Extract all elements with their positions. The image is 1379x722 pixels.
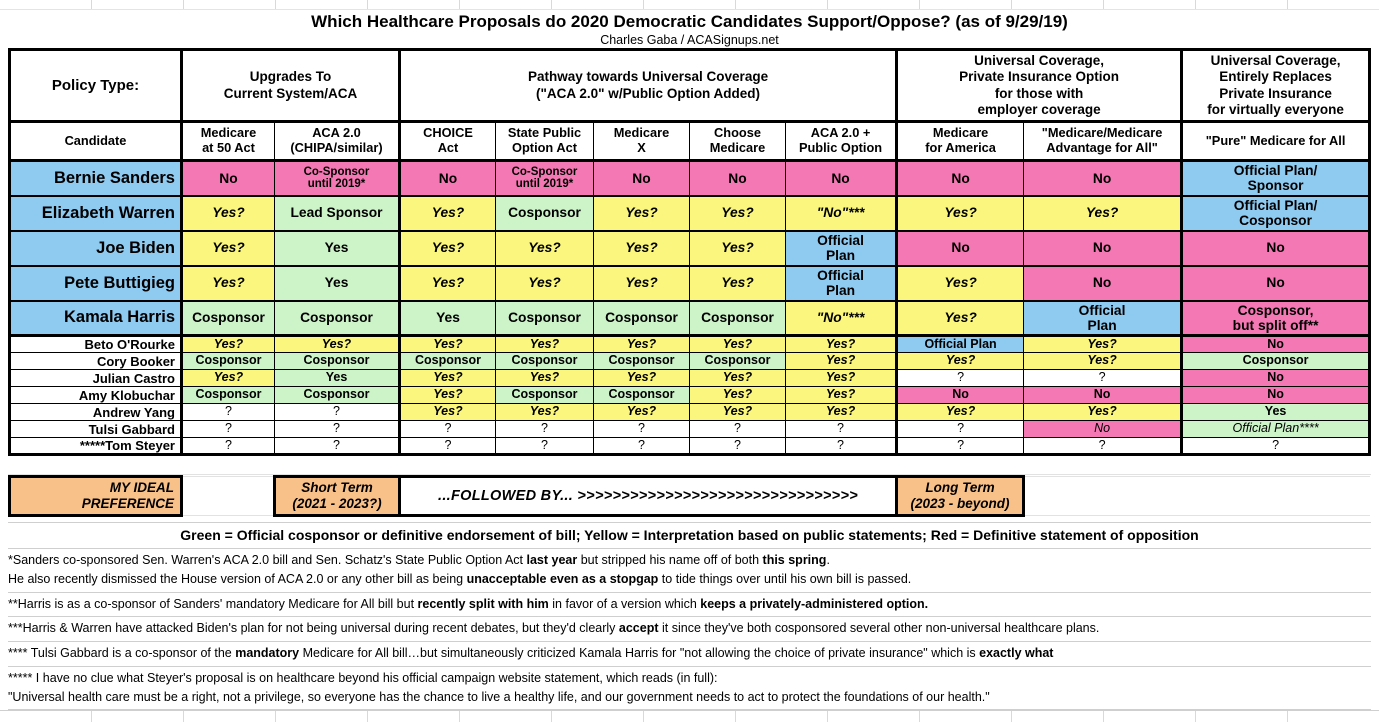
candidate-name: Joe Biden [10,231,182,266]
policy-cell: Yes? [182,196,275,231]
policy-cell: Cosponsor [594,387,690,404]
policy-cell: No [594,161,690,196]
policy-type-label: Policy Type: [10,50,182,122]
candidate-row [10,231,1370,266]
policy-cell: Yes? [690,196,786,231]
policy-cell: Yes? [1024,404,1182,421]
policy-group-header: Pathway towards Universal Coverage ("ACA 2.0" w/Public Option Added) [400,50,897,122]
policy-cell: Yes? [594,336,690,353]
candidate-row [10,196,1370,231]
policy-cell: Cosponsor [496,387,594,404]
policy-cell: Cosponsor [496,196,594,231]
policy-cell: Cosponsor [1182,353,1370,370]
candidate-name: Elizabeth Warren [10,196,182,231]
candidate-row [10,404,1370,421]
policy-cell: Yes? [594,196,690,231]
byline: Charles Gaba / ACASignups.net [600,33,779,47]
policy-cell: Cosponsor [182,353,275,370]
policy-cell: No [897,387,1024,404]
ideal-preference-label: MY IDEAL PREFERENCE [10,477,182,516]
footnote: ***** I have no clue what Steyer's proposal is on healthcare beyond his official campaign website statement, which reads (in full): "Universal health care must be a right, not a privilege, so everyone has the chance to live a healthy life, and our government needs to act to protect the foundations of our health." [8,667,1371,711]
policy-cell: Co-Sponsor until 2019* [275,161,400,196]
policy-cell: Yes [275,231,400,266]
policy-column-header: "Medicare/Medicare Advantage for All" [1024,122,1182,161]
policy-cell: No [1182,370,1370,387]
policy-cell: Yes? [496,404,594,421]
policy-cell: "No"*** [786,301,897,336]
policy-cell: Yes? [690,370,786,387]
policy-cell: Cosponsor [275,353,400,370]
policy-cell: Yes [400,301,496,336]
candidate-name: Bernie Sanders [10,161,182,196]
policy-cell: Cosponsor [275,301,400,336]
spacer-row [8,456,1371,475]
policy-cell: ? [275,438,400,455]
candidate-name: Cory Booker [10,353,182,370]
policy-cell: Yes? [400,370,496,387]
policy-cell: Yes? [594,231,690,266]
policy-cell: No [1182,387,1370,404]
footnote: **Harris is as a co-sponsor of Sanders' mandatory Medicare for All bill but recently split with him in favor of a version which keeps a privately-administered option. [8,593,1371,618]
policy-cell: Cosponsor [400,353,496,370]
policy-cell: Official Plan**** [1182,421,1370,438]
policy-cell: Yes? [897,196,1024,231]
policy-cell: Yes? [1024,336,1182,353]
policy-cell: Yes? [496,266,594,301]
candidate-row [10,301,1370,336]
policy-cell: Yes? [1024,353,1182,370]
policy-cell: ? [897,370,1024,387]
bottom-grid-margin [0,710,1379,722]
policy-cell: Yes? [182,266,275,301]
policy-cell: ? [897,421,1024,438]
policy-cell: Yes? [897,404,1024,421]
policy-cell: Yes? [786,353,897,370]
policy-cell: Cosponsor [275,387,400,404]
policy-cell: ? [594,421,690,438]
policy-table-head [10,50,1370,161]
policy-column-header: Medicare at 50 Act [182,122,275,161]
policy-cell: No [690,161,786,196]
policy-cell: ? [275,404,400,421]
policy-cell: Yes? [690,404,786,421]
policy-cell: Yes? [690,387,786,404]
policy-group-header: Universal Coverage, Private Insurance Option for those with employer coverage [897,50,1182,122]
policy-cell: Official Plan [786,266,897,301]
candidate-row [10,438,1370,455]
policy-cell: Yes? [786,387,897,404]
policy-cell: Cosponsor, but split off** [1182,301,1370,336]
policy-cell: No [1024,266,1182,301]
policy-cell: No [786,161,897,196]
policy-cell: Yes? [786,404,897,421]
candidate-column-header: Candidate [10,122,182,161]
footnote: ***Harris & Warren have attacked Biden's plan for not being universal during recent debates, but they'd clearly accept it since they've both cosponsored several other non-universal healthcare plans. [8,617,1371,642]
candidate-name: Beto O'Rourke [10,336,182,353]
policy-cell: Yes? [496,231,594,266]
candidate-name: Pete Buttigieg [10,266,182,301]
policy-cell: No [1182,336,1370,353]
page-title: Which Healthcare Proposals do 2020 Democratic Candidates Support/Oppose? (as of 9/29/19) [311,12,1068,31]
policy-cell: Yes? [1024,196,1182,231]
policy-cell: ? [496,421,594,438]
candidate-name: Kamala Harris [10,301,182,336]
policy-group-header: Universal Coverage, Entirely Replaces Private Insurance for virtually everyone [1182,50,1370,122]
policy-column-header: Medicare for America [897,122,1024,161]
policy-cell: ? [1024,438,1182,455]
policy-table [8,48,1371,456]
footnote: **** Tulsi Gabbard is a co-sponsor of the mandatory Medicare for All bill…but simultaneously criticized Kamala Harris for "not allowing the choice of private insurance" which is exactly what [8,642,1371,667]
policy-cell: Yes [275,370,400,387]
policy-cell: Co-Sponsor until 2019* [496,161,594,196]
policy-cell: Yes? [275,336,400,353]
policy-cell: Cosponsor [496,301,594,336]
policy-cell: ? [1024,370,1182,387]
policy-cell: Cosponsor [594,353,690,370]
policy-cell: ? [182,421,275,438]
candidate-row [10,387,1370,404]
candidate-row [10,353,1370,370]
ideal-tail-cell [1024,477,1370,516]
policy-cell: Yes? [690,231,786,266]
policy-cell: Yes? [897,266,1024,301]
policy-cell: Yes? [690,336,786,353]
candidate-name: Andrew Yang [10,404,182,421]
policy-cell: Yes? [594,404,690,421]
policy-cell: ? [400,421,496,438]
policy-cell: ? [1182,438,1370,455]
candidate-name: Julian Castro [10,370,182,387]
policy-cell: Yes? [897,301,1024,336]
policy-cell: Yes? [400,196,496,231]
policy-cell: Official Plan/ Sponsor [1182,161,1370,196]
policy-cell: ? [275,421,400,438]
policy-cell: Yes? [594,266,690,301]
policy-cell: ? [182,404,275,421]
candidate-row [10,370,1370,387]
candidate-name: Tulsi Gabbard [10,421,182,438]
policy-cell: Yes [275,266,400,301]
policy-cell: Yes? [496,370,594,387]
policy-cell: Yes? [400,231,496,266]
policy-cell: Yes? [594,370,690,387]
policy-cell: Cosponsor [182,387,275,404]
policy-column-header: ACA 2.0 + Public Option [786,122,897,161]
policy-cell: Official Plan [897,336,1024,353]
policy-cell: No [897,231,1024,266]
policy-cell: Yes? [400,387,496,404]
policy-cell: Yes? [786,336,897,353]
policy-cell: No [1182,266,1370,301]
policy-cell: No [1024,161,1182,196]
policy-cell: Official Plan [786,231,897,266]
policy-column-header: Choose Medicare [690,122,786,161]
policy-cell: Cosponsor [594,301,690,336]
policy-cell: Yes? [182,231,275,266]
policy-column-header: Medicare X [594,122,690,161]
policy-cell: No [1024,231,1182,266]
policy-column-header: CHOICE Act [400,122,496,161]
policy-cell: Official Plan/ Cosponsor [1182,196,1370,231]
policy-cell: Yes? [182,370,275,387]
ideal-long-term: Long Term (2023 - beyond) [897,477,1024,516]
policy-cell: ? [786,438,897,455]
policy-cell: ? [496,438,594,455]
ideal-preference-table [8,475,1370,517]
policy-cell: No [1024,421,1182,438]
policy-cell: No [1024,387,1182,404]
policy-cell: Yes [1182,404,1370,421]
policy-cell: Lead Sponsor [275,196,400,231]
policy-cell: Cosponsor [690,301,786,336]
policy-cell: Yes? [690,266,786,301]
candidate-name: Amy Klobuchar [10,387,182,404]
policy-cell: Cosponsor [182,301,275,336]
policy-cell: No [897,161,1024,196]
policy-cell: "No"*** [786,196,897,231]
policy-cell: ? [690,438,786,455]
candidate-row [10,421,1370,438]
policy-column-header: ACA 2.0 (CHIPA/similar) [275,122,400,161]
ideal-followed-by: ...FOLLOWED BY... >>>>>>>>>>>>>>>>>>>>>>>>>>>>>>>> [400,477,897,516]
candidate-row [10,266,1370,301]
policy-cell: ? [182,438,275,455]
policy-cell: ? [400,438,496,455]
policy-cell: Cosponsor [496,353,594,370]
policy-cell: ? [594,438,690,455]
policy-column-header: "Pure" Medicare for All [1182,122,1370,161]
policy-cell: No [1182,231,1370,266]
policy-cell: Yes? [897,353,1024,370]
policy-table-body [10,161,1370,455]
policy-cell: Yes? [400,266,496,301]
candidate-row [10,336,1370,353]
footnotes [8,549,1371,710]
policy-cell: Yes? [496,336,594,353]
policy-cell: Yes? [400,336,496,353]
policy-group-header: Upgrades To Current System/ACA [182,50,400,122]
policy-cell: ? [690,421,786,438]
policy-column-header: State Public Option Act [496,122,594,161]
candidate-row [10,161,1370,196]
candidate-name: *****Tom Steyer [10,438,182,455]
policy-cell: Official Plan [1024,301,1182,336]
policy-cell: Cosponsor [690,353,786,370]
policy-cell: Yes? [400,404,496,421]
policy-cell: ? [897,438,1024,455]
ideal-gap-cell [182,477,275,516]
ideal-short-term: Short Term (2021 - 2023?) [275,477,400,516]
policy-cell: Yes? [786,370,897,387]
policy-cell: Yes? [182,336,275,353]
policy-cell: ? [786,421,897,438]
color-legend: Green = Official cosponsor or definitive endorsement of bill; Yellow = Interpretation based on public statements; Red = Definitive statement of opposition [8,522,1371,549]
policy-cell: No [182,161,275,196]
footnote: *Sanders co-sponsored Sen. Warren's ACA 2.0 bill and Sen. Schatz's State Public Option Act last year but stripped his name off of both this spring. He also recently dismissed the House version of ACA 2.0 or any other bill as being unacceptable even as a stopgap to tide things over until his own bill is passed. [8,549,1371,593]
policy-cell: No [400,161,496,196]
top-grid-margin [0,0,1379,10]
